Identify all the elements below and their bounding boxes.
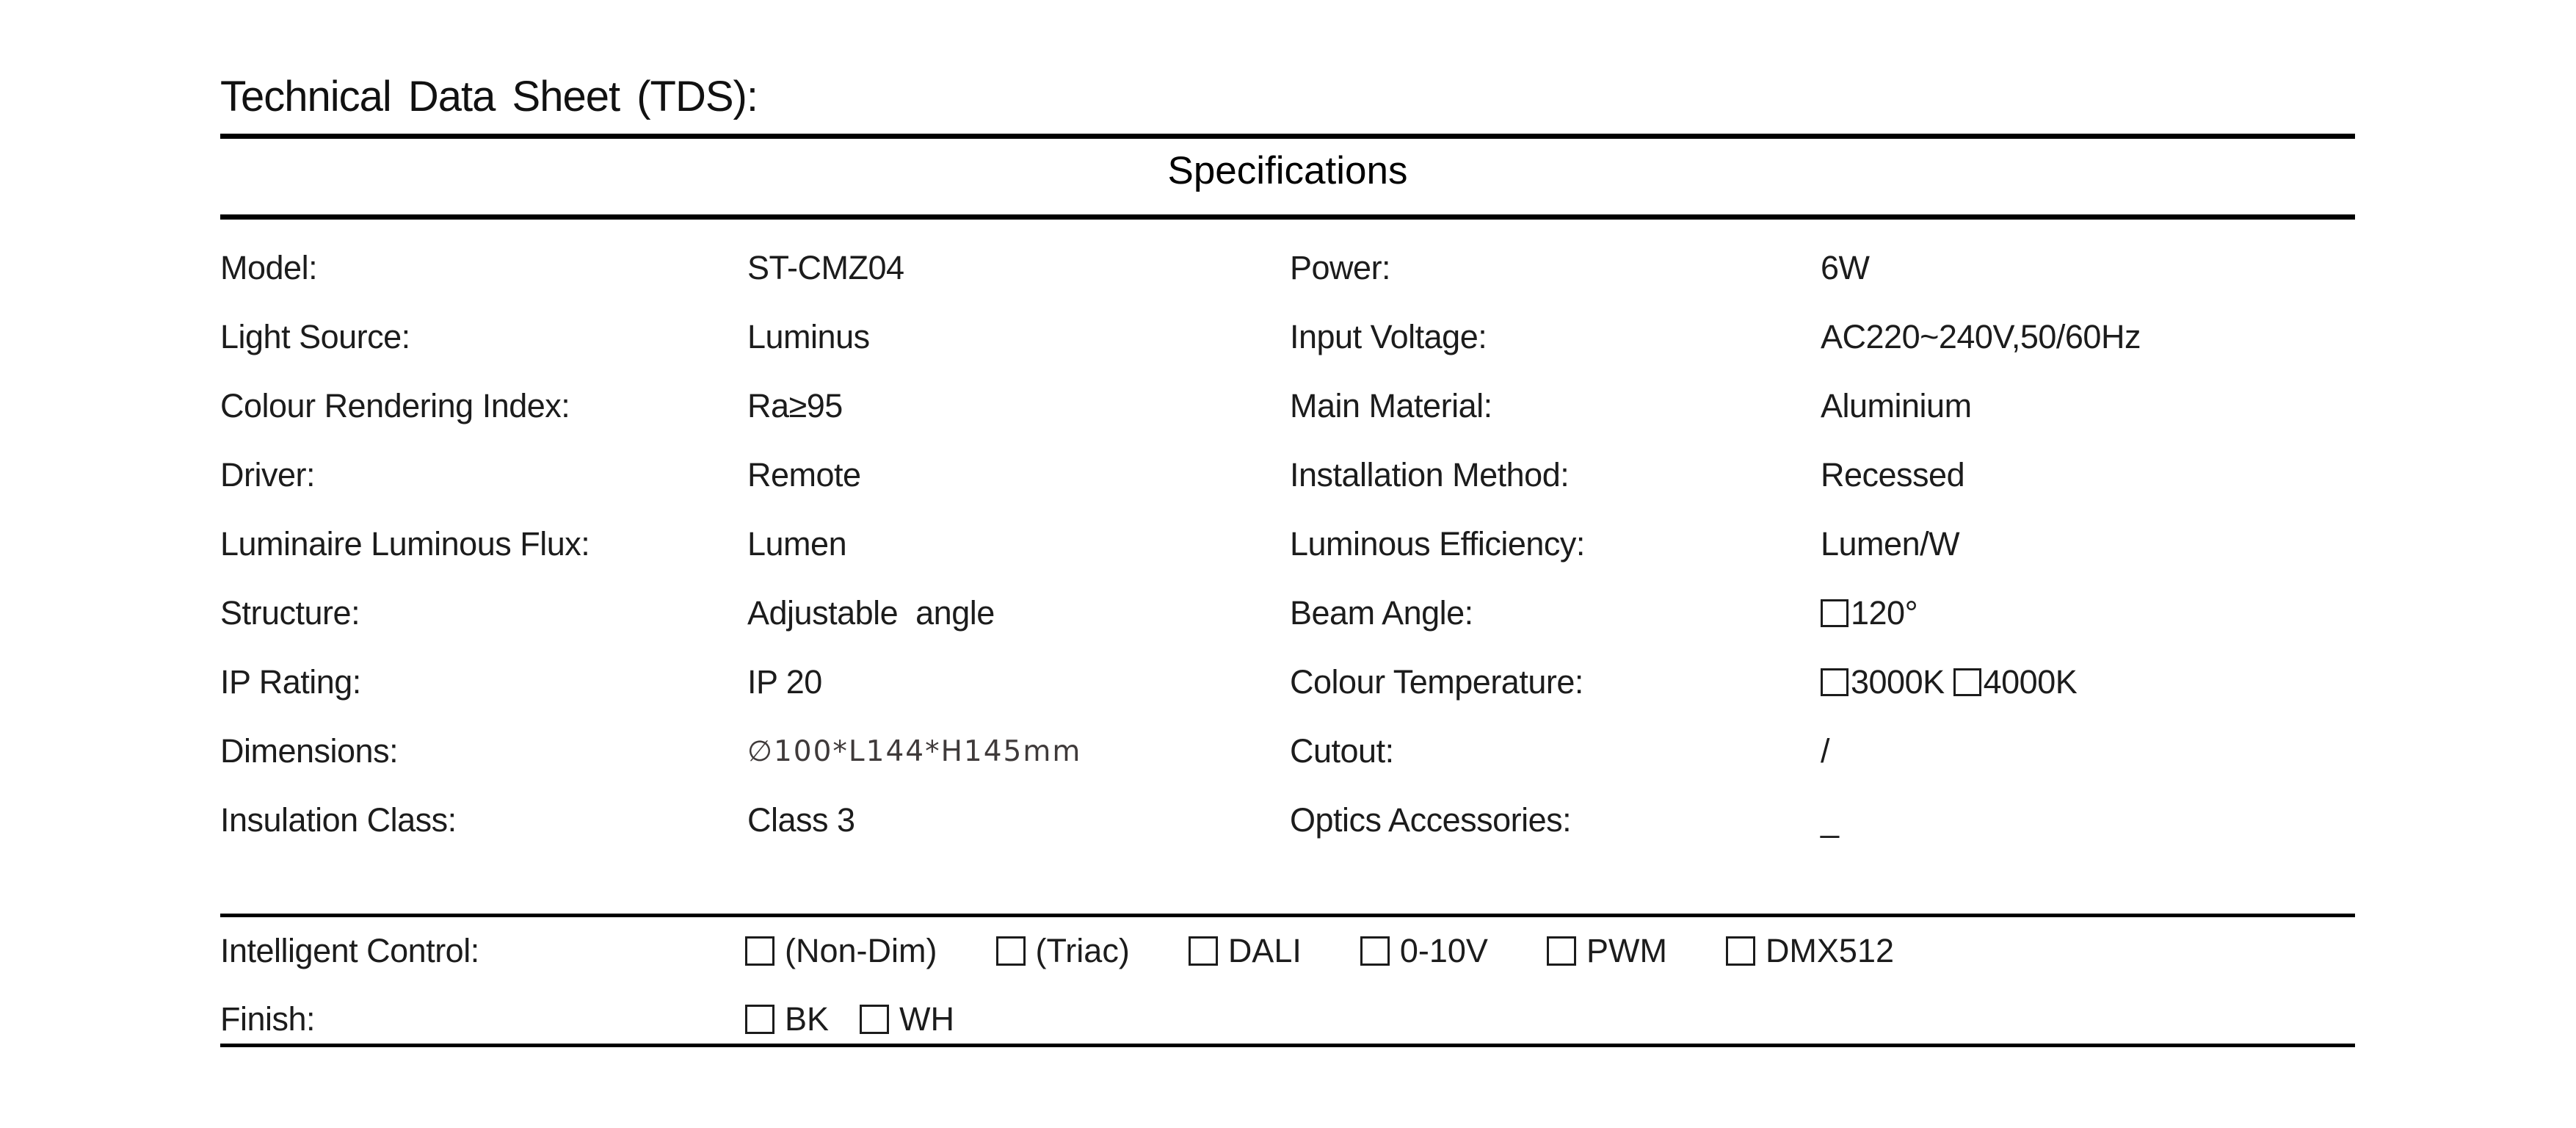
intelligent-control-option-label: (Triac) bbox=[1035, 932, 1130, 969]
intelligent-control-options bbox=[745, 932, 1894, 970]
spec-value bbox=[1821, 525, 2355, 563]
checkbox[interactable] bbox=[1189, 936, 1218, 966]
spec-label: Luminaire Luminous Flux: bbox=[220, 525, 590, 563]
spec-value-text: AC220~240V,50/60Hz bbox=[1821, 318, 2141, 355]
intelligent-control-option-label: PWM bbox=[1586, 932, 1667, 969]
spec-label: Luminous Efficiency: bbox=[1290, 525, 1585, 563]
spec-label: Light Source: bbox=[220, 318, 410, 355]
page-title: Technical Data Sheet (TDS): bbox=[220, 73, 758, 120]
intelligent-control-option bbox=[1360, 932, 1488, 970]
spec-value bbox=[747, 318, 1290, 356]
specifications-table bbox=[220, 234, 2355, 855]
spec-value-text: 3000K bbox=[1851, 663, 1953, 701]
spec-value bbox=[747, 387, 1290, 425]
divider-above-controls bbox=[220, 914, 2355, 917]
intelligent-control-option bbox=[996, 932, 1130, 970]
spec-value bbox=[1821, 663, 2355, 701]
finish-row bbox=[220, 994, 2355, 1045]
spec-value-text: Luminus bbox=[747, 318, 870, 355]
divider-under-title bbox=[220, 134, 2355, 139]
spec-label: Structure: bbox=[220, 594, 360, 632]
spec-value bbox=[1821, 387, 2355, 425]
spec-value-text: 6W bbox=[1821, 249, 1870, 286]
spec-value bbox=[1821, 249, 2355, 287]
spec-value bbox=[1821, 594, 2355, 632]
spec-value bbox=[747, 525, 1290, 563]
spec-value-text: 4000K bbox=[1983, 663, 2078, 701]
spec-value bbox=[1821, 732, 2355, 770]
finish-option-label: WH bbox=[899, 1000, 955, 1038]
divider-under-header bbox=[220, 214, 2355, 220]
spec-value-text: Recessed bbox=[1821, 456, 1965, 494]
spec-value bbox=[747, 663, 1290, 701]
intelligent-control-option bbox=[1547, 932, 1667, 970]
checkbox[interactable] bbox=[1726, 936, 1755, 966]
checkbox[interactable] bbox=[745, 1005, 774, 1034]
spec-label: Power: bbox=[1290, 249, 1391, 286]
checkbox[interactable] bbox=[1953, 668, 1981, 696]
spec-value-text: 120° bbox=[1851, 594, 1918, 632]
spec-value bbox=[747, 249, 1290, 287]
spec-label: IP Rating: bbox=[220, 663, 361, 701]
finish-options bbox=[745, 1000, 954, 1038]
spec-label: Dimensions: bbox=[220, 732, 399, 770]
spec-value-text: Class 3 bbox=[747, 801, 855, 839]
intelligent-control-option-label: 0-10V bbox=[1399, 932, 1488, 969]
checkbox[interactable] bbox=[1821, 599, 1848, 627]
intelligent-control-option-label: (Non-Dim) bbox=[785, 932, 937, 969]
checkbox[interactable] bbox=[1821, 668, 1848, 696]
spec-value-text: Aluminium bbox=[1821, 387, 1972, 424]
finish-option bbox=[745, 1000, 829, 1038]
spec-value-text: Remote bbox=[747, 456, 861, 494]
spec-value-text: / bbox=[1821, 732, 1830, 770]
spec-value-text: IP 20 bbox=[747, 663, 822, 701]
intelligent-control-row bbox=[220, 925, 2355, 977]
spec-label: Driver: bbox=[220, 456, 315, 494]
specifications-header: Specifications bbox=[1167, 149, 1408, 192]
checkbox[interactable] bbox=[996, 936, 1026, 966]
spec-label: Input Voltage: bbox=[1290, 318, 1487, 355]
spec-label: Installation Method: bbox=[1290, 456, 1570, 494]
spec-label: Optics Accessories: bbox=[1290, 801, 1572, 839]
finish-option-label: BK bbox=[785, 1000, 830, 1038]
spec-value-text: ST-CMZ04 bbox=[747, 249, 904, 286]
spec-value bbox=[1821, 456, 2355, 494]
spec-value bbox=[1821, 801, 2355, 839]
finish-option bbox=[860, 1000, 954, 1038]
spec-label: Insulation Class: bbox=[220, 801, 457, 839]
spec-value-text: Ra≥95 bbox=[747, 387, 843, 424]
spec-value-text: _ bbox=[1821, 801, 1839, 839]
spec-label: Colour Temperature: bbox=[1290, 663, 1583, 701]
spec-value bbox=[747, 735, 1290, 768]
checkbox[interactable] bbox=[1360, 936, 1390, 966]
spec-value-text: Lumen/W bbox=[1821, 525, 1960, 563]
checkbox[interactable] bbox=[860, 1005, 889, 1034]
checkbox[interactable] bbox=[745, 936, 774, 966]
spec-label: Beam Angle: bbox=[1290, 594, 1473, 632]
spec-value bbox=[747, 594, 1290, 632]
intelligent-control-option-label: DALI bbox=[1227, 932, 1302, 969]
intelligent-control-label: Intelligent Control: bbox=[220, 932, 479, 969]
spec-value bbox=[747, 801, 1290, 839]
spec-label: Colour Rendering Index: bbox=[220, 387, 570, 424]
spec-value-text: ∅100*L144*H145mm bbox=[747, 734, 1082, 768]
intelligent-control-option bbox=[1726, 932, 1894, 970]
intelligent-control-option bbox=[745, 932, 937, 970]
finish-label: Finish: bbox=[220, 1000, 316, 1038]
spec-value bbox=[747, 456, 1290, 494]
spec-label: Model: bbox=[220, 249, 318, 286]
spec-value-text: Adjustable angle bbox=[747, 594, 995, 632]
spec-value bbox=[1821, 318, 2355, 356]
spec-label: Main Material: bbox=[1290, 387, 1492, 424]
intelligent-control-option bbox=[1189, 932, 1302, 970]
checkbox[interactable] bbox=[1547, 936, 1576, 966]
intelligent-control-option-label: DMX512 bbox=[1765, 932, 1895, 969]
spec-label: Cutout: bbox=[1290, 732, 1394, 770]
spec-value-text: Lumen bbox=[747, 525, 847, 563]
divider-bottom bbox=[220, 1044, 2355, 1047]
